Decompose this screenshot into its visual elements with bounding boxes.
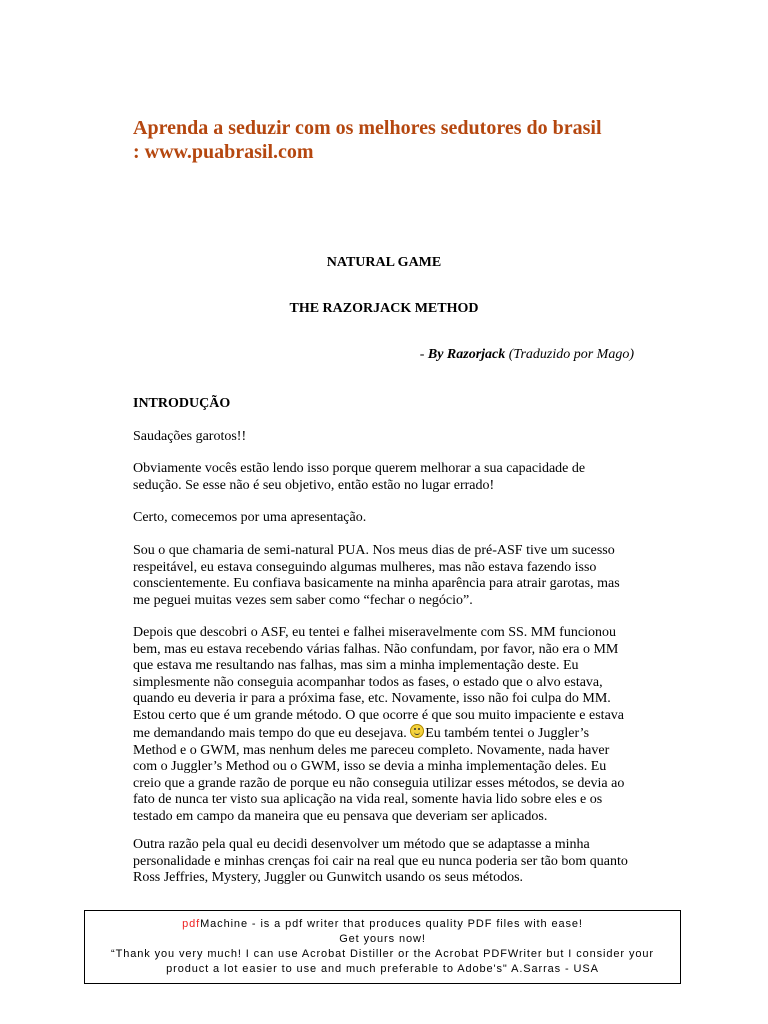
section-heading: INTRODUÇÃO xyxy=(133,396,231,411)
document-subtitle: THE RAZORJACK METHOD xyxy=(289,301,479,316)
paragraph-4-part-2: Eu também tentei o Juggler’s Method e o GWM, mas nenhum deles me pareceu completo. Novamente, nada haver com o Juggler’s Method ou o GWM, isso se devia a minha implementação deles. Eu creio que a grande razão de porque eu não conseguia utilizar esses métodos, se devia ao fato de nunca ter visto sua aplicação na vida real, somente havia lido sobre eles e os testado em campo da maneira que eu pensava que deveriam ser aplicados. xyxy=(133,726,625,824)
greeting-paragraph: Saudações garotos!! xyxy=(133,429,247,444)
byline-prefix: - xyxy=(419,347,428,362)
promo-line-2[interactable]: : www.puabrasil.com xyxy=(133,141,314,163)
promo-heading xyxy=(133,116,663,164)
byline-translator: (Traduzido por Mago) xyxy=(505,347,634,362)
paragraph-1: Obviamente vocês estão lendo isso porque querem melhorar a sua capacidade de sedução. Se esse não é seu objetivo, então estão no lugar errado! xyxy=(133,461,586,493)
footer-brand-pdf[interactable]: pdf xyxy=(182,918,201,930)
footer-line-3: “Thank you very much! I can use Acrobat Distiller or the Acrobat PDFWriter but I consider your xyxy=(111,948,654,960)
footer-brand-rest: Machine - is a pdf writer that produces quality PDF files with ease! xyxy=(200,918,583,930)
paragraph-4 xyxy=(133,625,633,825)
pdfmachine-footer xyxy=(84,910,681,984)
paragraph-3: Sou o que chamaria de semi-natural PUA. Nos meus dias de pré-ASF tive um sucesso respeitável, eu estava conseguindo algumas mulheres, mas não estava fazendo isso conscientemente. Eu confiava basicamente na minha aparência para atrair garotas, mas me peguei muitas vezes sem saber como “fechar o negócio”. xyxy=(133,543,620,608)
promo-line-1: Aprenda a seduzir com os melhores sedutores do brasil xyxy=(133,117,602,139)
footer-line-4: product a lot easier to use and much preferable to Adobe's" A.Sarras - USA xyxy=(166,963,599,975)
paragraph-5: Outra razão pela qual eu decidi desenvolver um método que se adaptasse a minha personalidade e minhas crenças foi cair na real que eu nunca poderia ser tão bom quanto Ross Jeffries, Mystery, Juggler ou Gunwitch usando os seus métodos. xyxy=(133,837,628,885)
footer-line-1 xyxy=(85,917,680,932)
paragraph-2: Certo, comecemos por uma apresentação. xyxy=(133,510,367,525)
document-title: NATURAL GAME xyxy=(326,255,442,270)
footer-line-2[interactable]: Get yours now! xyxy=(339,933,426,945)
smiley-icon xyxy=(410,724,424,738)
byline xyxy=(420,347,634,363)
byline-author: By Razorjack xyxy=(427,347,506,362)
paragraph-4-part-1: Depois que descobri o ASF, eu tentei e falhei miseravelmente com SS. MM funcionou bem, mas eu estava recebendo várias falhas. Não confundam, por favor, não era o MM que estava me resultando nas falhas, mas sim a minha implementação deste. Eu simplesmente não conseguia acompanhar todos as fases, o estado que o alvo estava, quando eu deveria ir para a próxima fase, etc. Novamente, isso não foi culpa do MM. Estou certo que é um grande método. O que ocorre é que sou muito impaciente e estava me demandando mais tempo do que eu desejava. xyxy=(133,625,624,741)
